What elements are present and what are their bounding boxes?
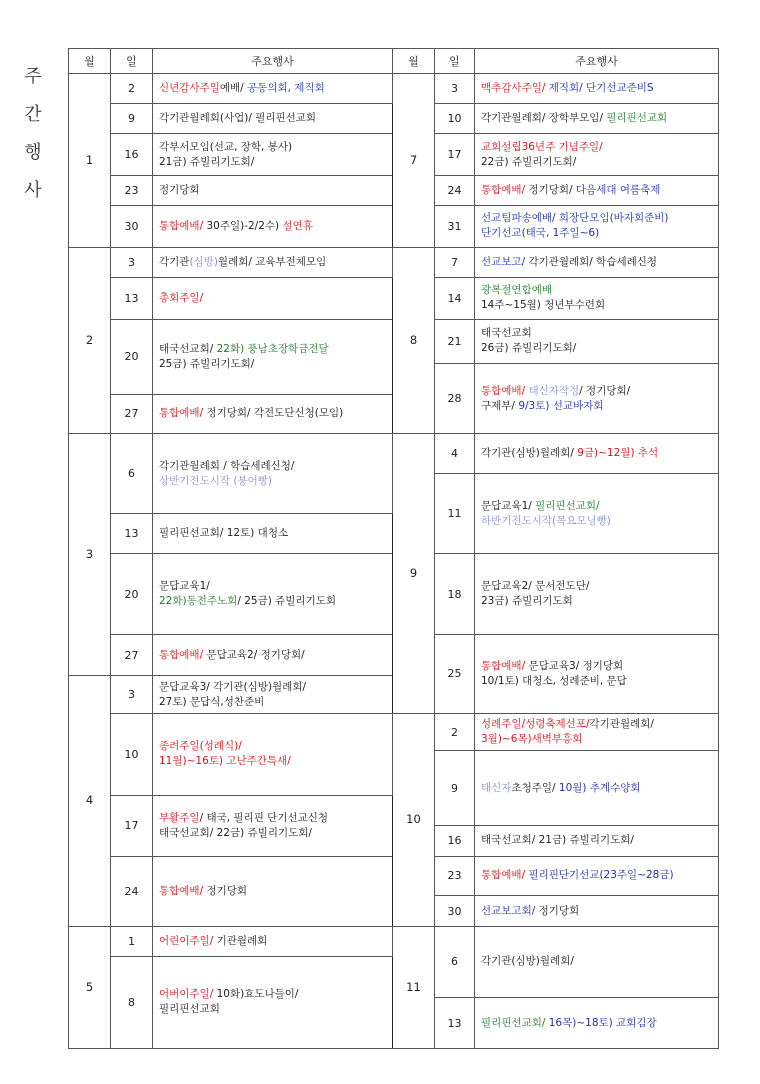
day-cell: 17 [111, 796, 153, 856]
event-cell [153, 394, 393, 434]
event-text: 성례주일/성령축제선포/ [481, 718, 590, 731]
event-text: 어버이주일/ [159, 988, 217, 1001]
event-cell [475, 998, 719, 1049]
header-month: 월 [393, 49, 435, 74]
event-line [159, 140, 392, 155]
event-text: 필리핀선교회/ [535, 499, 600, 512]
event-line [159, 459, 392, 474]
event-cell [475, 635, 719, 714]
event-text: 통합예배/ [481, 869, 529, 882]
month-cell: 10 [393, 713, 435, 926]
event-line [481, 579, 718, 594]
event-cell [153, 514, 393, 554]
event-line [159, 884, 392, 899]
event-cell [153, 956, 393, 1048]
event-text: 22금) 쥬빌리기도회/ [481, 155, 577, 168]
event-text: 26금) 쥬빌리기도회/ [481, 342, 577, 355]
event-text: 태국선교회/ [159, 342, 217, 355]
day-cell: 13 [111, 278, 153, 319]
event-cell [153, 554, 393, 635]
event-cell [475, 364, 719, 434]
event-line [159, 934, 392, 949]
event-cell [153, 856, 393, 926]
event-cell [153, 796, 393, 856]
event-cell [475, 278, 719, 319]
event-line [159, 81, 392, 96]
event-cell [153, 205, 393, 247]
day-cell: 1 [111, 926, 153, 956]
day-cell: 16 [435, 826, 475, 856]
event-text: 22화)동전주노회 [159, 595, 238, 608]
event-text: 각기관월례회/ 학습세례신청 [528, 256, 658, 269]
event-text: 통합예배/ [481, 659, 529, 672]
event-text: 정기당회 [159, 183, 200, 196]
event-text: 정기당회 [538, 904, 580, 917]
event-cell [475, 104, 719, 134]
event-text: 태신자작정 [528, 384, 580, 397]
event-line [481, 283, 718, 298]
day-cell: 24 [435, 175, 475, 205]
day-cell: 21 [435, 319, 475, 364]
month-cell: 4 [69, 676, 111, 926]
event-line [159, 648, 392, 663]
event-line [159, 255, 392, 270]
month-cell: 2 [69, 248, 111, 434]
day-cell: 17 [435, 134, 475, 175]
event-line [159, 474, 392, 489]
day-cell: 23 [111, 175, 153, 205]
event-text: 공동의회, 제직회 [247, 82, 325, 95]
event-text: 부활주일 [159, 811, 200, 824]
event-cell [475, 319, 719, 364]
event-text: 기관월례회 [216, 934, 268, 947]
day-cell: 30 [435, 896, 475, 926]
event-line [481, 111, 718, 126]
day-cell: 23 [435, 856, 475, 896]
event-line [159, 987, 392, 1002]
event-cell [475, 175, 719, 205]
event-line [481, 514, 718, 529]
event-cell [153, 676, 393, 714]
event-text: 통합예배/ [481, 384, 529, 397]
table-row [69, 248, 719, 278]
event-text: 문답교육1/ [481, 499, 536, 512]
event-line [481, 211, 718, 226]
event-line [481, 594, 718, 609]
day-cell: 27 [111, 394, 153, 434]
event-text: (심방) [189, 256, 218, 269]
event-cell [475, 856, 719, 896]
event-line [481, 298, 718, 313]
event-text: 10화)효도나들이/ [216, 988, 299, 1001]
event-text: 교회설립36년주 기념주일/ [481, 140, 603, 153]
event-text: 통합예배/ [159, 648, 207, 661]
event-text: 문답교육2/ 정기당회/ [206, 648, 305, 661]
header-day: 일 [111, 49, 153, 74]
event-text: 9금)~12월) 추석 [577, 447, 659, 460]
event-text: 통합예배/ [159, 884, 207, 897]
event-text: 예배/ [219, 82, 248, 95]
day-cell: 20 [111, 319, 153, 394]
event-text: 각기관(심방)월례회/ [481, 447, 578, 460]
month-cell: 5 [69, 926, 111, 1048]
event-text: 문답교육1/ [159, 580, 210, 593]
event-text: 정기당회/ 각전도단신청(모임) [206, 407, 344, 420]
event-text: 정기당회 [206, 884, 248, 897]
event-text: 각기관월례회/ 장학부모임/ [481, 112, 607, 125]
header-event: 주요행사 [475, 49, 719, 74]
event-text: 맥추감사주일/ [481, 82, 549, 95]
month-cell: 1 [69, 74, 111, 248]
event-cell [475, 74, 719, 104]
event-text: 14주~15월) 청년부수련회 [481, 299, 606, 312]
event-text: 30주일)-2/2수) [206, 219, 283, 232]
event-cell [153, 434, 393, 514]
schedule-body [69, 74, 719, 1049]
event-text: 정기당회/ [528, 183, 576, 196]
event-cell [475, 474, 719, 554]
event-text: / 25금) 쥬빌리기도회 [237, 595, 336, 608]
event-line [481, 140, 718, 155]
event-cell [153, 635, 393, 676]
day-cell: 24 [111, 856, 153, 926]
event-text: 다음세대 여름축제 [575, 183, 661, 196]
day-cell: 2 [435, 713, 475, 751]
event-text: 하반기전도시작(목요모닝빵) [481, 514, 611, 527]
day-cell: 11 [435, 474, 475, 554]
day-cell: 30 [111, 205, 153, 247]
side-title-char: 주 [24, 66, 42, 87]
day-cell: 6 [435, 926, 475, 997]
schedule-table [68, 48, 719, 1049]
event-cell [153, 104, 393, 134]
event-line [481, 833, 718, 848]
event-line [159, 291, 392, 306]
event-cell [475, 926, 719, 997]
event-text: 문답교육3/ 각기관(심방)월례회/ [159, 680, 307, 693]
event-cell [475, 896, 719, 926]
event-cell [153, 248, 393, 278]
event-line [481, 954, 718, 969]
event-text: 각부서모임(선교, 장학, 봉사) [159, 140, 293, 153]
event-text: 각기관 [159, 256, 190, 269]
event-line [159, 811, 392, 826]
event-line [159, 526, 392, 541]
event-line [481, 226, 718, 241]
event-line [481, 326, 718, 341]
day-cell: 13 [111, 514, 153, 554]
event-line [481, 674, 718, 689]
event-cell [475, 554, 719, 635]
month-cell: 9 [393, 434, 435, 713]
day-cell: 9 [435, 751, 475, 826]
event-line [159, 406, 392, 421]
event-text: 선교보고/ [481, 256, 529, 269]
event-line [159, 342, 392, 357]
day-cell: 20 [111, 554, 153, 635]
event-text: 태국선교회 [481, 327, 532, 340]
day-cell: 10 [435, 104, 475, 134]
event-line [481, 384, 718, 399]
event-text: 통합예배/ [159, 407, 207, 420]
event-text: 필리핀선교회 [159, 1003, 220, 1016]
event-cell [475, 134, 719, 175]
event-line [481, 868, 718, 883]
event-line [481, 399, 718, 414]
event-text: 10월) 추계수양회 [558, 781, 641, 794]
event-text: 태신자 [481, 781, 512, 794]
event-cell [475, 248, 719, 278]
event-text: / 정기당회/ [579, 384, 631, 397]
event-text: 설연휴 [282, 219, 313, 232]
day-cell: 6 [111, 434, 153, 514]
event-text: 구제부/ [481, 399, 519, 412]
event-line [159, 579, 392, 594]
event-line [159, 1002, 392, 1017]
event-cell [475, 205, 719, 247]
event-line [481, 341, 718, 356]
event-text: 9/3토) 선교바자회 [518, 399, 604, 412]
day-cell: 18 [435, 554, 475, 635]
header-row [69, 49, 719, 74]
event-line [481, 732, 718, 747]
event-line [481, 499, 718, 514]
event-line [159, 754, 392, 769]
header-event: 주요행사 [153, 49, 393, 74]
event-text: 상반기전도시작 (붕어빵) [159, 474, 272, 487]
day-cell: 16 [111, 134, 153, 175]
event-line [481, 81, 718, 96]
event-line [481, 155, 718, 170]
event-line [159, 357, 392, 372]
event-line [481, 446, 718, 461]
day-cell: 28 [435, 364, 475, 434]
event-line [481, 781, 718, 796]
day-cell: 13 [435, 998, 475, 1049]
side-title-char: 사 [24, 180, 42, 201]
table-row [69, 926, 719, 956]
day-cell: 8 [111, 956, 153, 1048]
day-cell: 3 [111, 248, 153, 278]
event-text: 27토) 문답식,성찬준비 [159, 695, 265, 708]
day-cell: 7 [435, 248, 475, 278]
event-text: 태국선교회/ 21금) 쥬빌리기도회/ [481, 834, 634, 847]
event-text: 월례회/ 교육부전체모임 [217, 256, 327, 269]
event-cell [475, 434, 719, 474]
event-text: 필리핀선교회/ [481, 1016, 549, 1029]
table-row [69, 434, 719, 474]
event-text: 신년감사주일 [159, 82, 220, 95]
event-text: 문답교육2/ 문서전도단/ [481, 580, 590, 593]
event-line [159, 826, 392, 841]
event-text: 필리핀선교회/ 12토) 대청소 [159, 527, 289, 540]
event-cell [475, 826, 719, 856]
event-text: 각기관(심방)월례회/ [481, 955, 574, 968]
event-text: 통합예배/ [159, 219, 207, 232]
event-text: 10/1토) 대청소, 성례준비, 문답 [481, 674, 627, 687]
event-line [159, 739, 392, 754]
event-text: / 태국, 필리핀 단기선교신청 [199, 811, 329, 824]
event-cell [475, 751, 719, 826]
event-text: 통합예배/ [481, 183, 529, 196]
event-line [159, 155, 392, 170]
event-line [159, 594, 392, 609]
event-text: 23금) 쥬빌리기도회 [481, 595, 573, 608]
event-text: 11월)~16토) 고난주간특새/ [159, 755, 291, 768]
day-cell: 27 [111, 635, 153, 676]
event-text: 16목)~18토) 교회김장 [548, 1016, 657, 1029]
event-text: 필리핀선교회 [606, 112, 668, 125]
day-cell: 3 [111, 676, 153, 714]
event-line [159, 111, 392, 126]
event-text: 제직회/ 단기선교준비S [548, 82, 654, 95]
event-text: 3월)~6목)새벽부흥회 [481, 733, 583, 746]
side-title [22, 58, 44, 210]
event-line [481, 904, 718, 919]
event-text: 각기관월례회/ [589, 718, 654, 731]
event-text: 어린이주일/ [159, 934, 217, 947]
day-cell: 2 [111, 74, 153, 104]
event-cell [153, 134, 393, 175]
day-cell: 25 [435, 635, 475, 714]
day-cell: 31 [435, 205, 475, 247]
table-row [69, 713, 719, 751]
event-text: 태국선교회/ 22금) 쥬빌리기도회/ [159, 826, 312, 839]
side-title-char: 간 [24, 104, 42, 125]
event-text: 종려주일(성례식)/ [159, 740, 242, 753]
event-cell [153, 74, 393, 104]
day-cell: 9 [111, 104, 153, 134]
header-day: 일 [435, 49, 475, 74]
event-text: 광복절연합예배 [481, 284, 553, 297]
event-line [159, 183, 392, 198]
event-line [159, 680, 392, 695]
event-text: 21금) 쥬빌리기도회/ [159, 155, 255, 168]
event-text: 초청주일/ [511, 781, 559, 794]
month-cell: 8 [393, 248, 435, 434]
month-cell: 11 [393, 926, 435, 1048]
month-cell: 3 [69, 434, 111, 676]
event-cell [153, 175, 393, 205]
event-cell [153, 926, 393, 956]
event-text: 필리핀단기선교(23주일~28금) [528, 869, 674, 882]
month-cell: 7 [393, 74, 435, 248]
event-line [159, 695, 392, 710]
event-text: 각기관월례회 / 학습세례신청/ [159, 459, 295, 472]
header-month: 월 [69, 49, 111, 74]
day-cell: 3 [435, 74, 475, 104]
event-line [159, 219, 392, 234]
day-cell: 10 [111, 713, 153, 795]
event-line [481, 183, 718, 198]
side-title-char: 행 [24, 142, 42, 163]
event-text: 25금) 쥬빌리기도회/ [159, 357, 255, 370]
day-cell: 14 [435, 278, 475, 319]
event-text: 문답교육3/ 정기당회 [528, 659, 624, 672]
event-line [481, 659, 718, 674]
event-text: 22화) 풍남초장학금전달 [216, 342, 329, 355]
event-line [481, 255, 718, 270]
schedule-table-wrapper [68, 48, 718, 1049]
table-row [69, 74, 719, 104]
event-text: 선교팀파송예배/ 희장단모임(바자회준비) [481, 212, 669, 225]
event-cell [153, 278, 393, 319]
event-text: 선교보고회/ [481, 904, 539, 917]
event-line [481, 1016, 718, 1031]
day-cell: 4 [435, 434, 475, 474]
event-cell [153, 713, 393, 795]
event-cell [153, 319, 393, 394]
event-text: 단기선교(태국, 1주일~6) [481, 227, 600, 240]
event-text: 총회주일/ [159, 291, 204, 304]
event-cell [475, 713, 719, 751]
event-line [481, 717, 718, 732]
event-text: 각기관월례회(사업)/ 필리핀선교회 [159, 112, 317, 125]
